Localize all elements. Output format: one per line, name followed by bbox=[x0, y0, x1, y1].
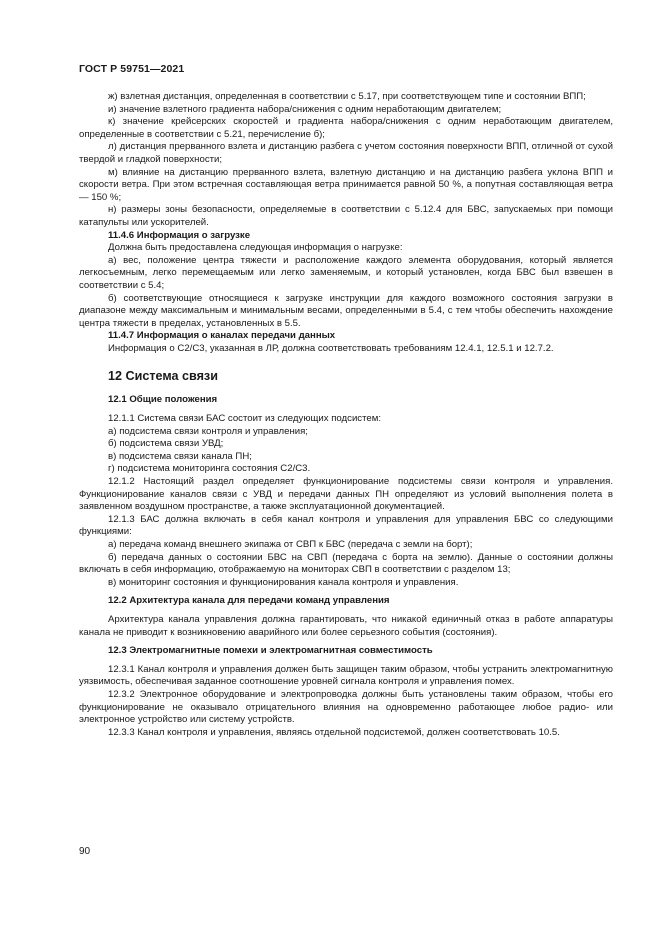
list-item: к) значение крейсерских скоростей и градиента набора/снижения с одним неработающим двигателем, определенные в соответствии с 5.21, перечисление б); bbox=[79, 116, 613, 140]
list-item: б) соответствующие относящиеся к загрузке инструкции для каждого возможного состояния загрузки в диапазоне между максимальным и минимальным весами, определенными в 5.4, с тем чтобы обеспечить нахождение центра тяжести в пределах, установленных в 5.5. bbox=[79, 292, 613, 329]
list-item: б) передача данных о состоянии БВС на СВП (передача с борта на землю). Данные о состоянии должны включать в себя информацию, отображаемую на мониторах СВП в соответствии с разделом 13; bbox=[79, 551, 613, 576]
page-number: 90 bbox=[79, 846, 91, 857]
subsection-title-11-4-7: 11.4.7 Информация о каналах передачи данных bbox=[108, 330, 336, 342]
list-item: н) размеры зоны безопасности, определяемые в соответствии с 5.12.4 для БВС, запускаемых при помощи катапульты или ускорителей. bbox=[79, 204, 613, 228]
paragraph: 12.1.1 Система связи БАС состоит из следующих подсистем: bbox=[108, 413, 381, 425]
list-item: б) подсистема связи УВД; bbox=[108, 438, 224, 450]
paragraph: 12.3.1 Канал контроля и управления должен быть защищен таким образом, чтобы устранить электромагнитную уязвимость, обеспечивая заданное соотношение уровней сигнала контроля и управления помех. bbox=[79, 663, 613, 688]
section-title-12: 12 Система связи bbox=[108, 369, 218, 384]
list-item: м) влияние на дистанцию прерванного взлета, взлетную дистанцию и на дистанцию разбега уклона ВПП и скорости ветра. При этом встречная составляющая ветра принимается равной 50 %, а попутная составляющая ветра — 150 %; bbox=[79, 166, 613, 203]
paragraph: 12.1.2 Настоящий раздел определяет функционирование подсистемы связи контроля и управления. Функционирование каналов связи с УВД и передачи данных ПН определяют из условий выполнения полета в заявленном воздушном пространстве, а также эксплуатационной документацией. bbox=[79, 476, 613, 513]
paragraph: 12.3.3 Канал контроля и управления, являясь отдельной подсистемой, должен соответствовать 10.5. bbox=[108, 726, 560, 738]
list-item: а) передача команд внешнего экипажа от СВП к БВС (передача с земли на борт); bbox=[108, 539, 473, 550]
list-item: г) подсистема мониторинга состояния С2/С3. bbox=[108, 463, 311, 475]
paragraph: 12.1.3 БАС должна включать в себя канал контроля и управления для управления БВС со следующими функциями: bbox=[79, 513, 613, 538]
list-item: а) вес, положение центра тяжести и расположение каждого элемента оборудования, который является легкосъемным, легко перемещаемым или легко заменяемым, и который установлен, когда БВС был взвешен в соответствии с 5.4; bbox=[79, 254, 613, 291]
subsection-title-12-2: 12.2 Архитектура канала для передачи команд управления bbox=[108, 595, 390, 607]
list-item: в) мониторинг состояния и функционирования канала контроля и управления. bbox=[108, 576, 459, 588]
list-item: л) дистанция прерванного взлета и дистанцию разбега с учетом состояния поверхности ВПП, отличной от сухой твердой и гладкой поверхности; bbox=[79, 141, 613, 165]
list-item: а) подсистема связи контроля и управления; bbox=[108, 425, 308, 437]
list-item: в) подсистема связи канала ПН; bbox=[108, 450, 252, 462]
document-body bbox=[79, 91, 613, 739]
subsection-title-12-3: 12.3 Электромагнитные помехи и электромагнитная совместимость bbox=[108, 645, 433, 657]
paragraph: Информация о С2/С3, указанная в ЛР, должна соответствовать требованиям 12.4.1, 12.5.1 и 12.7.2. bbox=[108, 342, 554, 354]
subsection-title-11-4-6: 11.4.6 Информация о загрузке bbox=[108, 229, 251, 241]
list-item: и) значение взлетного градиента набора/снижения с одним неработающим двигателем; bbox=[108, 103, 502, 115]
list-item: ж) взлетная дистанция, определенная в соответствии с 5.17, при соответствующем типе и состоянии ВПП; bbox=[108, 91, 586, 102]
paragraph: 12.3.2 Электронное оборудование и электропроводка должны быть установлены таким образом, чтобы его функционирование не оказывало отрицательного влияния на одновременно работающее любое радио- или электронное устройство или систему устройств. bbox=[79, 688, 613, 726]
subsection-title-12-1: 12.1 Общие положения bbox=[108, 394, 218, 406]
paragraph: Архитектура канала управления должна гарантировать, что никакой единичный отказ в работе аппаратуры канала не приводит к возникновению аварийного или более серьезного события (состояния). bbox=[79, 613, 613, 638]
document-header: ГОСТ Р 59751—2021 bbox=[79, 63, 185, 75]
paragraph: Должна быть предоставлена следующая информация о нагрузке: bbox=[108, 242, 403, 254]
